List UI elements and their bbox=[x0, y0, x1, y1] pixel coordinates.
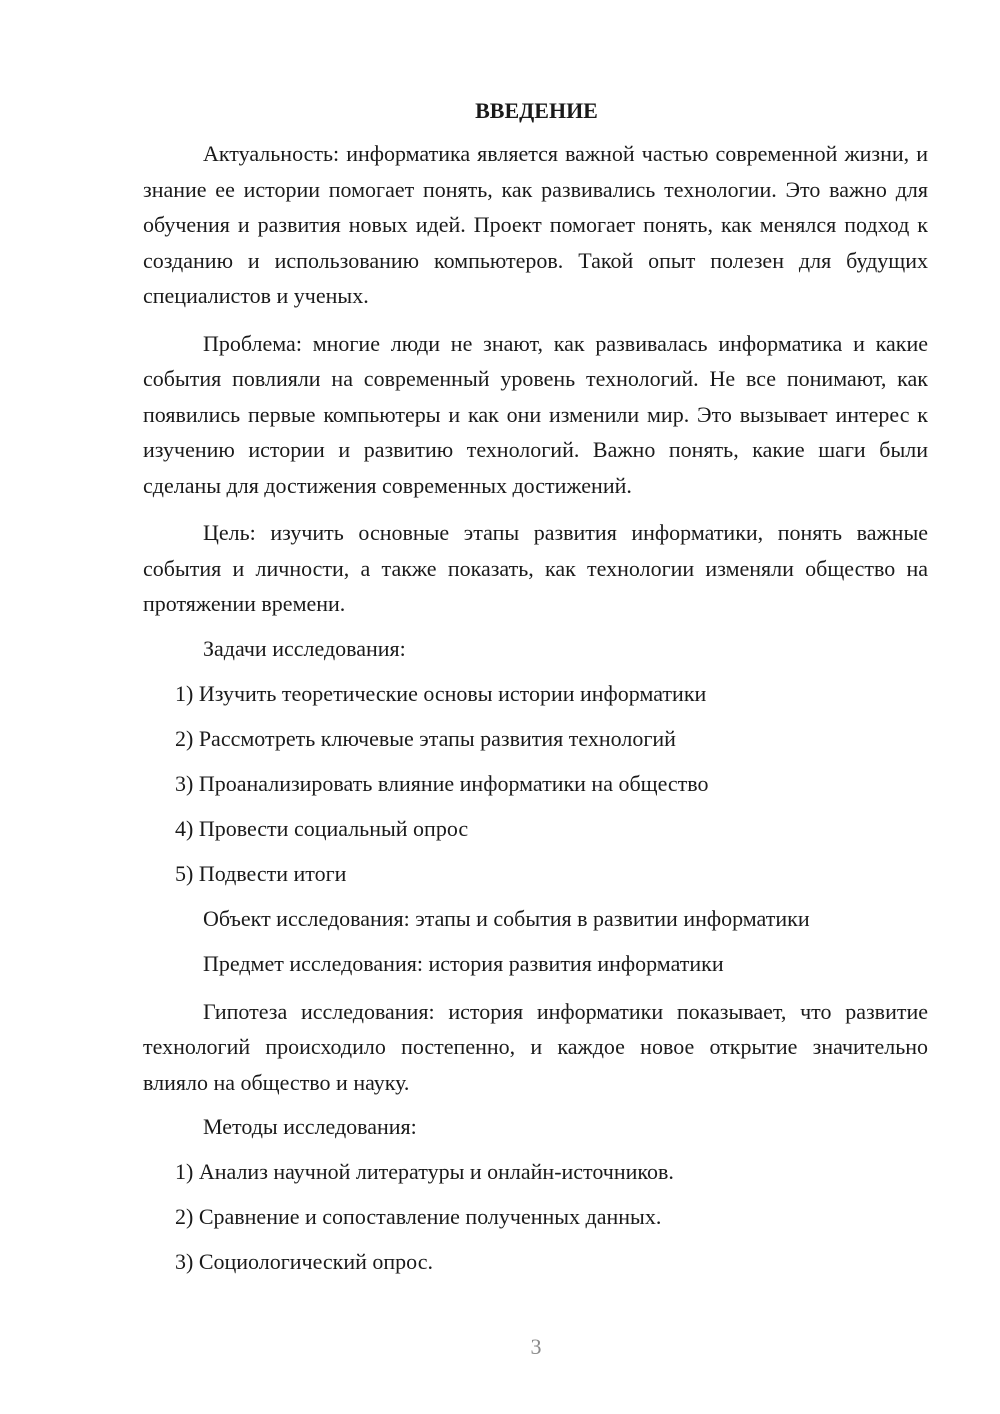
goal-paragraph: Цель: изучить основные этапы развития информатики, понять важные события и личности, а также показать, как технологии изменяли общество на протяжении времени. bbox=[143, 520, 928, 616]
task-item-2: 2) Рассмотреть ключевые этапы развития технологий bbox=[175, 725, 676, 751]
problem-paragraph: Проблема: многие люди не знают, как развивалась информатика и какие события повлияли на современный уровень технологий. Не все понимают, как появились первые компьютеры и как они изменили мир. Это вызывает интерес к изучению истории и развитию технологий. Важно понять, какие шаги были сделаны для достижения современных достижений. bbox=[143, 330, 928, 498]
relevance-paragraph: Актуальность: информатика является важной частью современной жизни, и знание ее истории помогает понять, как развивались технологии. Это важно для обучения и развития новых идей. Проект помогает понять, как менялся подход к созданию и использованию компьютеров. Такой опыт полезен для будущих специалистов и ученых. bbox=[143, 141, 928, 308]
method-item-2: 2) Сравнение и сопоставление полученных данных. bbox=[175, 1204, 662, 1229]
task-item-3: 3) Проанализировать влияние информатики на общество bbox=[175, 770, 709, 796]
document-page bbox=[143, 96, 928, 1292]
tasks-label: Задачи исследования: bbox=[203, 635, 406, 661]
task-item-5: 5) Подвести итоги bbox=[175, 860, 347, 886]
methods-label: Методы исследования: bbox=[203, 1114, 417, 1139]
hypothesis-paragraph: Гипотеза исследования: история информатики показывает, что развитие технологий происходило постепенно, и каждое новое открытие значительно влияло на общество и науку. bbox=[143, 998, 928, 1095]
research-object: Объект исследования: этапы и события в развитии информатики bbox=[203, 905, 810, 931]
task-item-1: 1) Изучить теоретические основы истории информатики bbox=[175, 680, 707, 706]
task-item-4: 4) Провести социальный опрос bbox=[175, 815, 469, 841]
method-item-3: 3) Социологический опрос. bbox=[175, 1249, 433, 1274]
method-item-1: 1) Анализ научной литературы и онлайн-источников. bbox=[175, 1159, 674, 1184]
page-number: 3 bbox=[530, 1334, 542, 1359]
page-title: ВВЕДЕНИЕ bbox=[475, 98, 598, 123]
research-subject: Предмет исследования: история развития информатики bbox=[203, 950, 724, 976]
